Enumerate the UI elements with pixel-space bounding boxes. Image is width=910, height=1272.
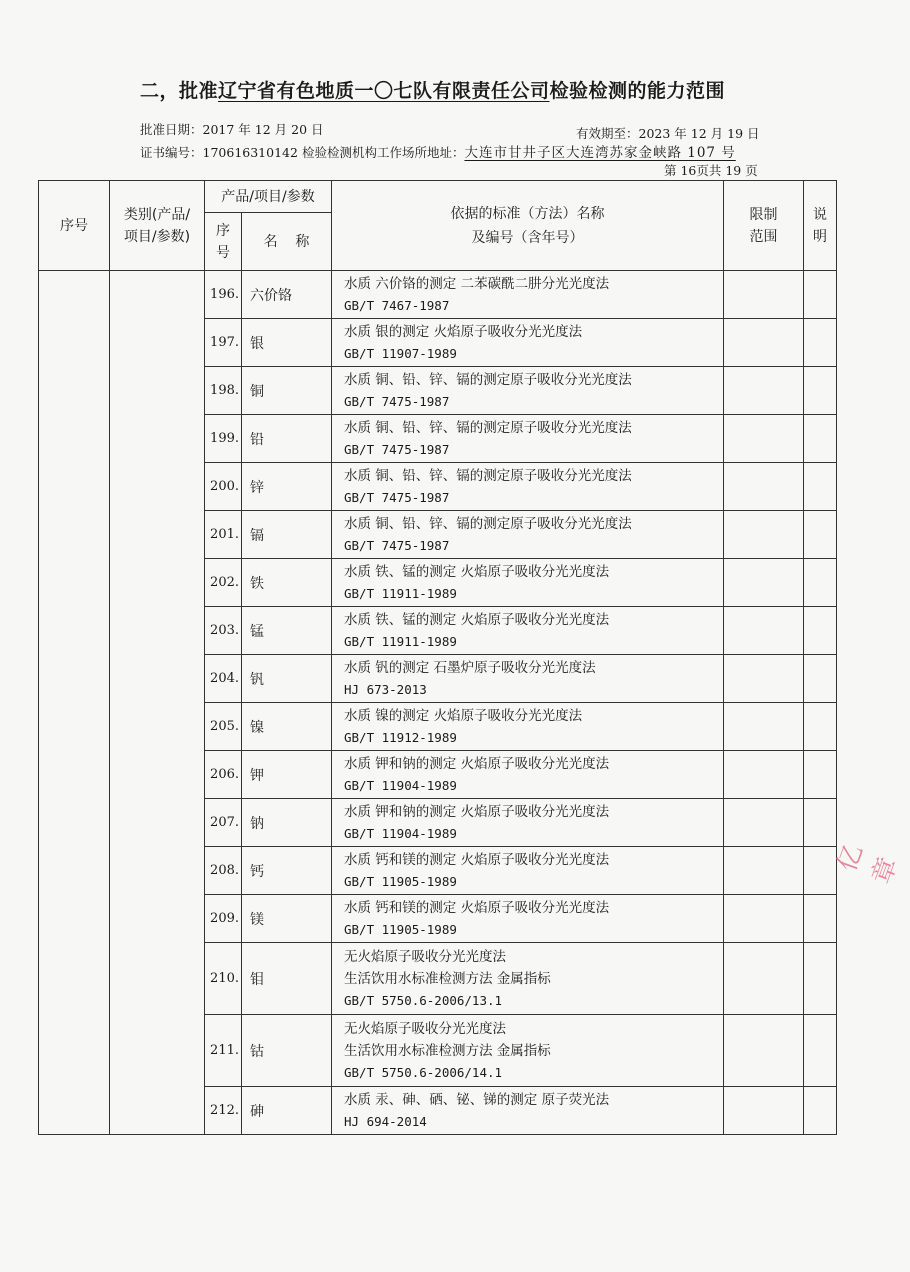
row-standard-line2: GB/T 11912-1989 — [344, 729, 457, 745]
row-standard — [332, 847, 724, 895]
header-standard-line2: 及编号（含年号） — [471, 229, 584, 246]
header-limit-line1: 限制 — [749, 206, 778, 223]
row-number: 199. — [205, 415, 242, 463]
row-standard-line2: GB/T 7467-1987 — [344, 297, 450, 313]
row-standard-line2: HJ 673-2013 — [344, 681, 427, 697]
approval-date-label: 批准日期： — [140, 122, 203, 137]
header-limit-line2: 范围 — [749, 228, 778, 245]
row-name: 铅 — [242, 415, 332, 463]
row-name: 钙 — [242, 847, 332, 895]
page-title — [140, 76, 725, 103]
valid-until-label: 有效期至： — [576, 126, 639, 141]
row-name: 铁 — [242, 559, 332, 607]
header-seq: 序号 — [39, 181, 110, 271]
row-standard — [332, 655, 724, 703]
row-name: 银 — [242, 319, 332, 367]
row-limit — [724, 271, 804, 319]
certificate-line — [140, 141, 736, 161]
row-standard-line1: 无火焰原子吸收分光光度法 — [344, 948, 506, 965]
row-limit — [724, 703, 804, 751]
row-standard — [332, 271, 724, 319]
row-name: 锰 — [242, 607, 332, 655]
row-standard-line2: GB/T 11904-1989 — [344, 777, 457, 793]
row-standard-line1: 水质 铜、铅、锌、镉的测定原子吸收分光光度法 — [344, 371, 632, 388]
header-note — [804, 181, 837, 271]
row-standard-line1: 无火焰原子吸收分光光度法 — [344, 1020, 506, 1037]
row-number: 211. — [205, 1015, 242, 1087]
row-number: 204. — [205, 655, 242, 703]
header-product-group: 产品/项目/参数 — [205, 181, 332, 213]
table-row — [39, 271, 837, 319]
header-sub-seq-line2: 号 — [216, 244, 230, 261]
row-number: 202. — [205, 559, 242, 607]
row-name: 镍 — [242, 703, 332, 751]
row-note — [804, 943, 837, 1015]
row-limit — [724, 607, 804, 655]
row-limit — [724, 655, 804, 703]
row-limit — [724, 943, 804, 1015]
row-limit — [724, 415, 804, 463]
row-standard-line1: 水质 钙和镁的测定 火焰原子吸收分光光度法 — [344, 899, 610, 916]
row-standard-line1: 水质 铜、铅、锌、镉的测定原子吸收分光光度法 — [344, 467, 632, 484]
row-standard — [332, 463, 724, 511]
header-limit — [724, 181, 804, 271]
row-number: 208. — [205, 847, 242, 895]
row-number: 210. — [205, 943, 242, 1015]
row-standard-line2: 生活饮用水标准检测方法 金属指标 — [344, 970, 551, 987]
row-standard — [332, 751, 724, 799]
cert-number: 170616310142 — [202, 145, 298, 160]
row-note — [804, 271, 837, 319]
row-name: 钾 — [242, 751, 332, 799]
row-standard-line2: GB/T 11907-1989 — [344, 345, 457, 361]
row-number: 201. — [205, 511, 242, 559]
row-limit — [724, 559, 804, 607]
row-standard — [332, 799, 724, 847]
row-limit — [724, 367, 804, 415]
header-sub-seq — [205, 213, 242, 271]
row-note — [804, 703, 837, 751]
row-standard-line2: GB/T 7475-1987 — [344, 441, 450, 457]
header-note-line1: 说 — [813, 206, 827, 223]
row-standard — [332, 943, 724, 1015]
address-label: 检验检测机构工作场所地址： — [301, 145, 465, 160]
row-number: 206. — [205, 751, 242, 799]
row-note — [804, 511, 837, 559]
header-category-line1: 类别(产品/ — [123, 206, 191, 223]
row-number: 200. — [205, 463, 242, 511]
row-note — [804, 367, 837, 415]
header-note-line2: 明 — [813, 228, 827, 245]
row-limit — [724, 799, 804, 847]
header-sub-seq-line1: 序 — [216, 222, 230, 239]
row-name: 钠 — [242, 799, 332, 847]
row-number: 209. — [205, 895, 242, 943]
row-standard-line1: 水质 铜、铅、锌、镉的测定原子吸收分光光度法 — [344, 419, 632, 436]
header-category-line2: 项目/参数) — [123, 228, 191, 245]
row-limit — [724, 1015, 804, 1087]
row-limit — [724, 847, 804, 895]
row-standard — [332, 895, 724, 943]
valid-until — [576, 124, 760, 142]
row-name: 镁 — [242, 895, 332, 943]
row-standard-line1: 水质 镍的测定 火焰原子吸收分光光度法 — [344, 707, 583, 724]
row-name: 镉 — [242, 511, 332, 559]
row-name: 锌 — [242, 463, 332, 511]
row-standard-line1: 水质 汞、砷、硒、铋、锑的测定 原子荧光法 — [344, 1091, 610, 1108]
row-note — [804, 463, 837, 511]
red-seal-stamp — [832, 820, 904, 1010]
row-name: 钴 — [242, 1015, 332, 1087]
row-note — [804, 607, 837, 655]
row-note — [804, 1087, 837, 1135]
row-standard — [332, 511, 724, 559]
row-standard-line2: GB/T 11905-1989 — [344, 921, 457, 937]
capability-scope-table — [38, 180, 837, 1135]
row-standard-line1: 水质 银的测定 火焰原子吸收分光光度法 — [344, 323, 583, 340]
row-standard — [332, 703, 724, 751]
row-name: 砷 — [242, 1087, 332, 1135]
row-standard-line2: HJ 694-2014 — [344, 1113, 427, 1129]
row-standard-line2: GB/T 11904-1989 — [344, 825, 457, 841]
row-name: 钼 — [242, 943, 332, 1015]
approval-date-value: 2017 年 12 月 20 日 — [202, 122, 324, 137]
row-standard — [332, 1087, 724, 1135]
row-limit — [724, 319, 804, 367]
row-standard — [332, 415, 724, 463]
row-note — [804, 799, 837, 847]
row-standard-line1: 水质 六价铬的测定 二苯碳酰二肼分光光度法 — [344, 275, 610, 292]
row-name: 钒 — [242, 655, 332, 703]
row-standard-line2: GB/T 11911-1989 — [344, 633, 457, 649]
row-standard — [332, 319, 724, 367]
row-standard-line1: 水质 钙和镁的测定 火焰原子吸收分光光度法 — [344, 851, 610, 868]
page-info: 第 16页共 19 页 — [664, 163, 758, 178]
row-standard-line1: 水质 钒的测定 石墨炉原子吸收分光光度法 — [344, 659, 596, 676]
row-note — [804, 559, 837, 607]
cert-label: 证书编号： — [140, 145, 203, 160]
row-limit — [724, 511, 804, 559]
row-standard — [332, 607, 724, 655]
row-standard-line2: 生活饮用水标准检测方法 金属指标 — [344, 1042, 551, 1059]
row-standard-line3: GB/T 5750.6-2006/13.1 — [344, 992, 503, 1008]
row-number: 205. — [205, 703, 242, 751]
row-standard-line1: 水质 钾和钠的测定 火焰原子吸收分光光度法 — [344, 803, 610, 820]
row-standard-line2: GB/T 11911-1989 — [344, 585, 457, 601]
row-standard-line2: GB/T 7475-1987 — [344, 489, 450, 505]
row-note — [804, 415, 837, 463]
row-standard-line1: 水质 铜、铅、锌、镉的测定原子吸收分光光度法 — [344, 515, 632, 532]
address-value: 大连市甘井子区大连湾苏家金峡路 107 号 — [464, 145, 736, 161]
row-standard-line2: GB/T 7475-1987 — [344, 537, 450, 553]
row-standard-line2: GB/T 11905-1989 — [344, 873, 457, 889]
row-standard-line1: 水质 铁、锰的测定 火焰原子吸收分光光度法 — [344, 611, 610, 628]
row-name: 铜 — [242, 367, 332, 415]
header-sub-name: 名 称 — [242, 213, 332, 271]
row-number: 212. — [205, 1087, 242, 1135]
header-standard-line1: 依据的标准（方法）名称 — [450, 205, 605, 222]
row-standard — [332, 1015, 724, 1087]
row-note — [804, 895, 837, 943]
title-suffix: 检验检测的能力范围 — [549, 80, 726, 102]
stamp-text: 亿 章 — [832, 840, 904, 889]
row-note — [804, 751, 837, 799]
header-standard — [332, 181, 724, 271]
row-name: 六价铬 — [242, 271, 332, 319]
header-category — [110, 181, 205, 271]
row-note — [804, 1015, 837, 1087]
row-number: 203. — [205, 607, 242, 655]
row-limit — [724, 751, 804, 799]
row-note — [804, 319, 837, 367]
row-standard-line3: GB/T 5750.6-2006/14.1 — [344, 1064, 503, 1080]
row-standard-line2: GB/T 7475-1987 — [344, 393, 450, 409]
row-standard — [332, 559, 724, 607]
row-limit — [724, 463, 804, 511]
row-limit — [724, 1087, 804, 1135]
row-number: 198. — [205, 367, 242, 415]
category-cell-empty — [110, 271, 205, 1135]
approval-date — [140, 120, 324, 138]
row-standard-line1: 水质 铁、锰的测定 火焰原子吸收分光光度法 — [344, 563, 610, 580]
row-standard-line1: 水质 钾和钠的测定 火焰原子吸收分光光度法 — [344, 755, 610, 772]
row-limit — [724, 895, 804, 943]
row-number: 207. — [205, 799, 242, 847]
row-number: 196. — [205, 271, 242, 319]
title-organization: 辽宁省有色地质一〇七队有限责任公司 — [218, 80, 550, 102]
valid-until-value: 2023 年 12 月 19 日 — [638, 126, 760, 141]
seq-cell-empty — [39, 271, 110, 1135]
row-standard — [332, 367, 724, 415]
row-number: 197. — [205, 319, 242, 367]
title-prefix: 二，批准 — [140, 80, 219, 102]
row-note — [804, 655, 837, 703]
